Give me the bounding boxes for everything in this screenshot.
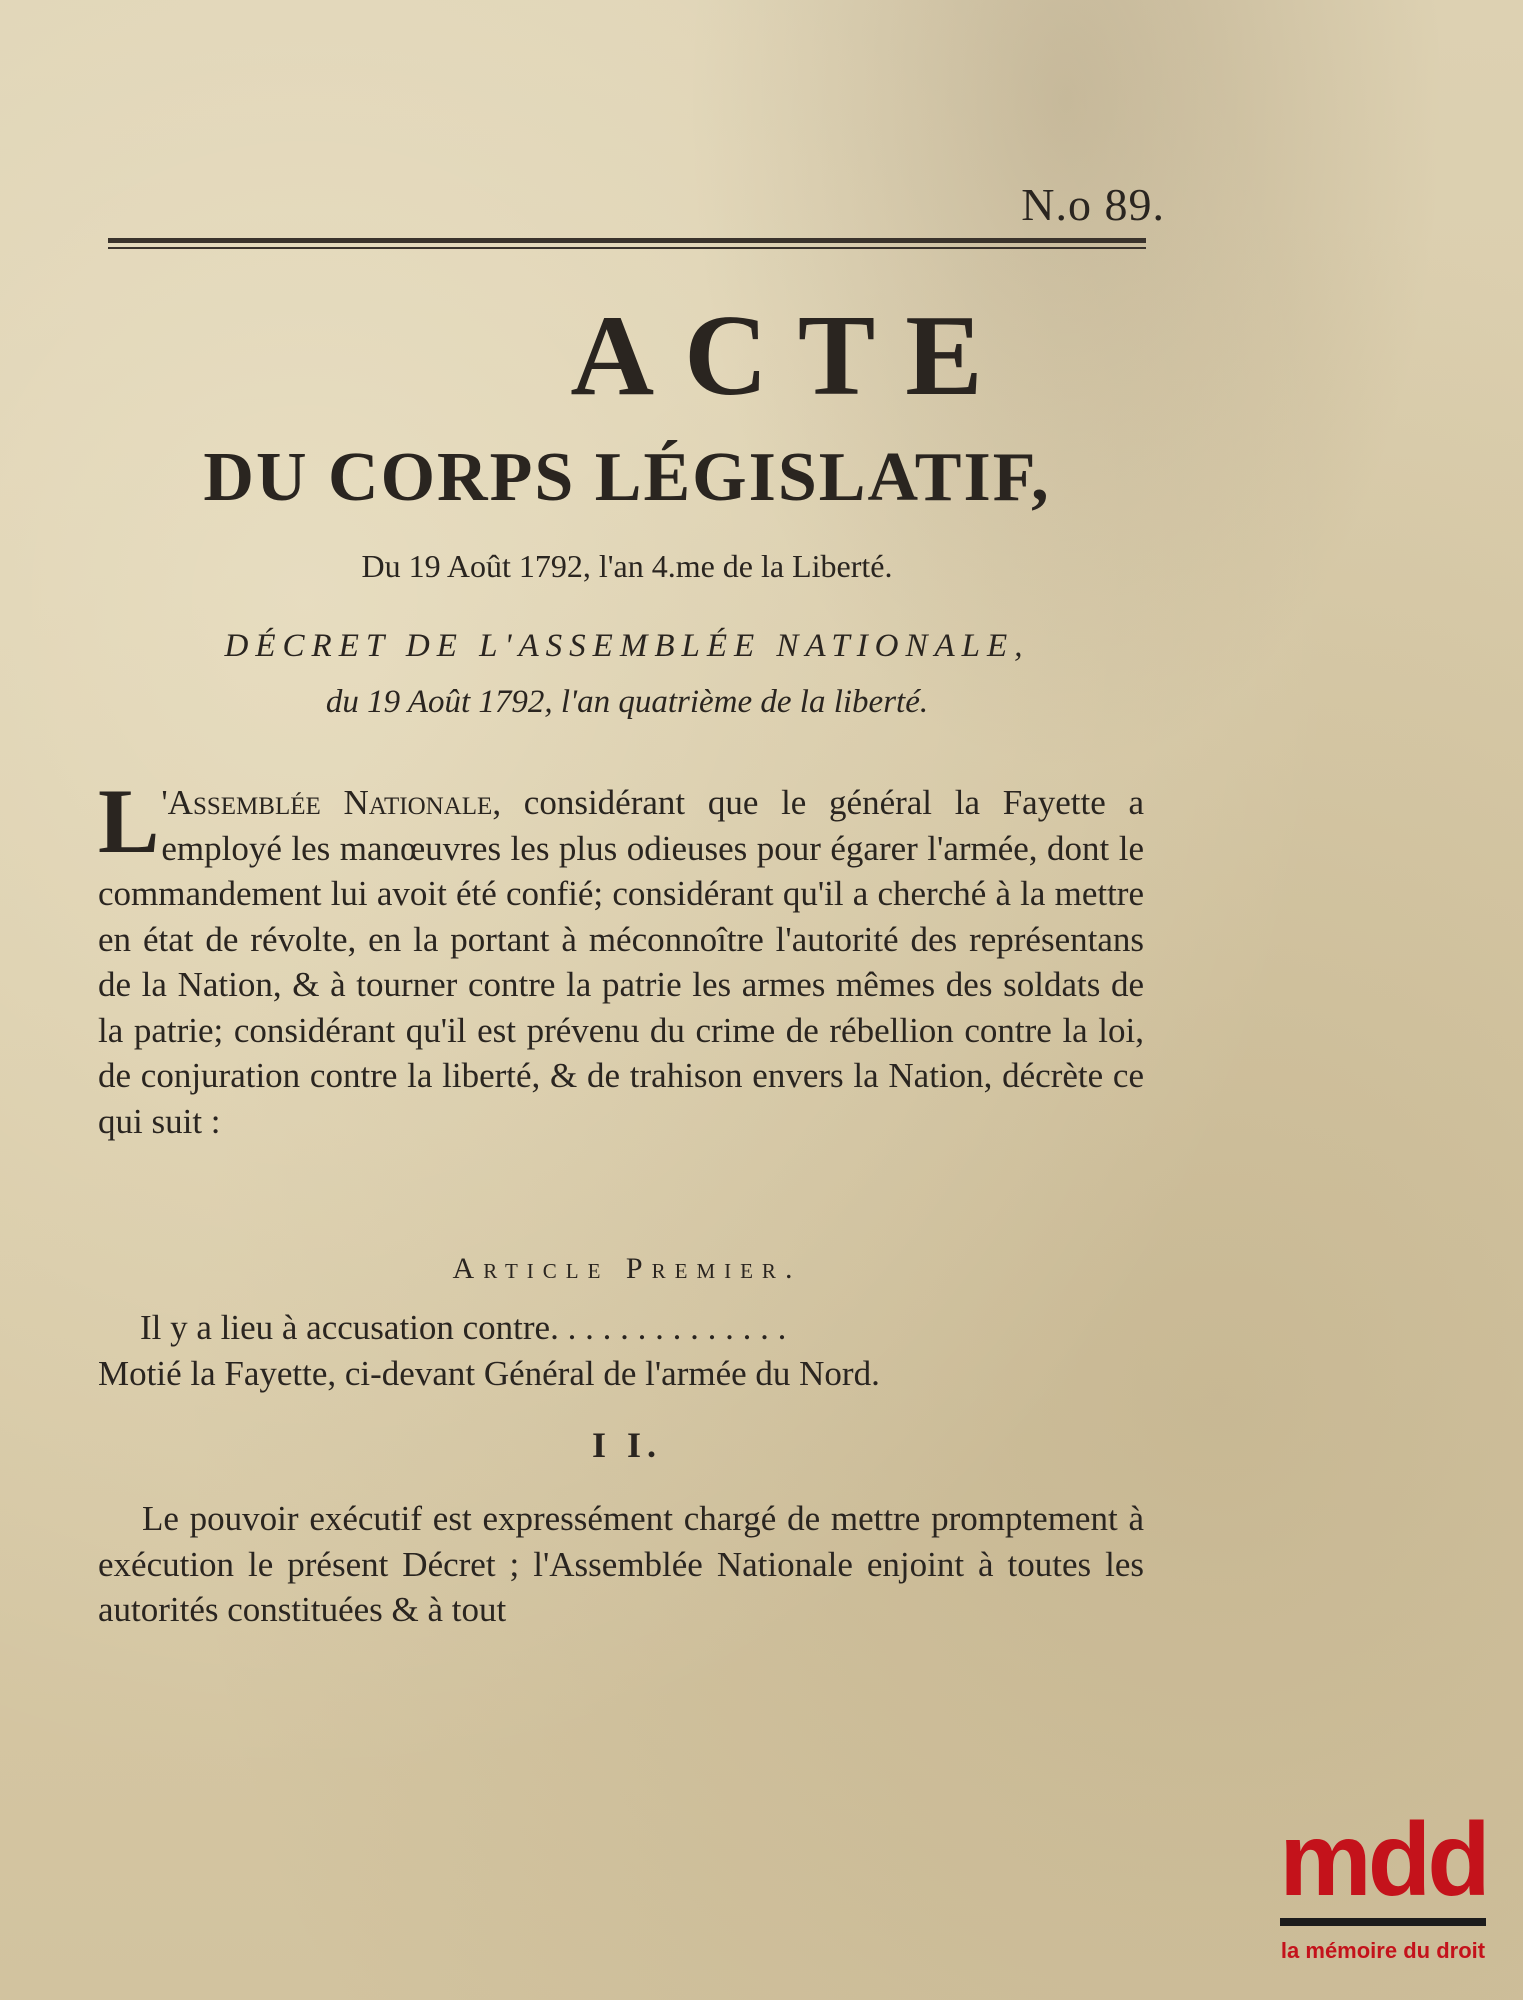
article-2-title: I I. [591,1425,663,1465]
dateline: Du 19 Août 1792, l'an 4.me de la Liberté. [361,548,893,584]
article-2-text: Le pouvoir exécutif est expressément chargé de mettre promptement à exécution le présent Décret ; l'Assemblée Nationale enjoint à toutes les autorités constituées & à tout [98,1499,1144,1629]
mdd-logo-bar [1280,1918,1486,1926]
document-title: ACTE [570,292,1013,420]
mdd-logo [1268,1802,1498,1985]
document-number: N.o 89. [1021,179,1165,230]
header-rule-thin [108,247,1146,249]
preamble-paragraph [98,770,1144,1144]
article-1-title: Article Premier. [452,1252,802,1285]
decree-heading: DÉCRET DE L'ASSEMBLÉE NATIONALE, [224,628,1030,664]
assembly-name: 'Assemblée Nationale [161,783,493,822]
article-1-line-2: Motié la Fayette, ci-devant Général de l'armée du Nord. [98,1354,880,1393]
header-rule-thick [108,238,1146,243]
mdd-logo-mark: mdd [1279,1802,1487,1918]
decree-date: du 19 Août 1792, l'an quatrième de la liberté. [325,684,929,720]
document-subtitle: DU CORPS LÉGISLATIF, [203,439,1051,516]
drop-cap: L [98,770,160,872]
mdd-logo-tagline: la mémoire du droit [1280,1938,1486,1963]
article-1-line-1: Il y a lieu à accusation contre. . . . . . . . . . . . . . [140,1308,787,1347]
preamble-text: , considérant que le général la Fayette a employé les manœuvres les plus odieuses pour égarer l'armée, dont le commandement lui avoit été confié; considérant qu'il a cherché à la mettre en état de révolte, en la portant à méconnoître l'autorité des représentans de la Nation, & à tourner contre la patrie les armes mêmes des soldats de la patrie; considérant qu'il est prévenu du crime de rébellion contre la loi, de conjuration contre la liberté, & de trahison envers la Nation, décrète ce qui suit : [98,783,1144,1141]
